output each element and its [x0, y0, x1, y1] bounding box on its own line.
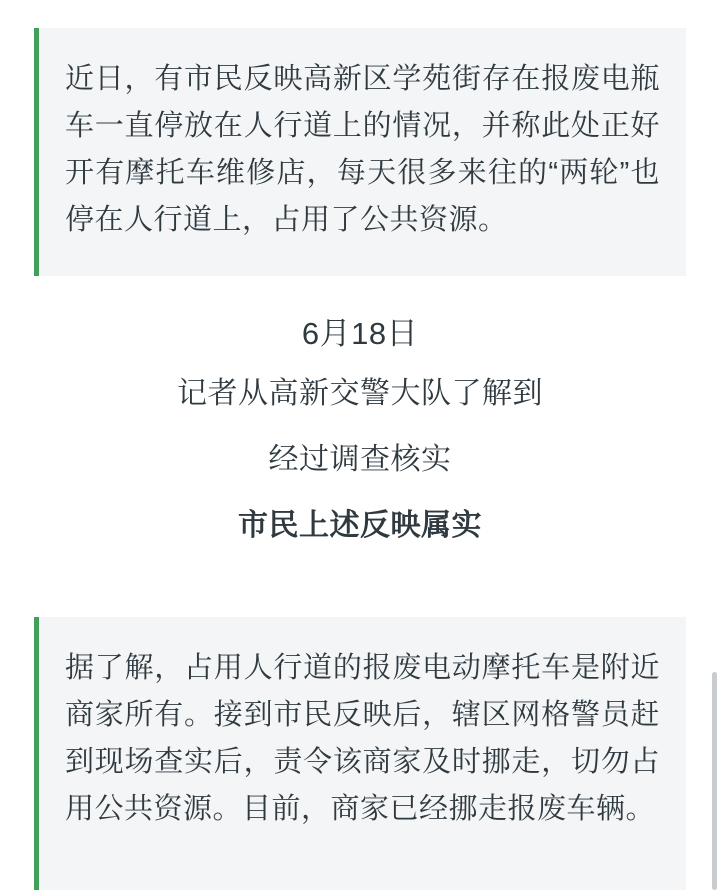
- quote-block-citizen-report: [34, 28, 686, 276]
- vertical-scrollbar-thumb[interactable]: [712, 672, 717, 890]
- quote-text: 据了解，占用人行道的报废电动摩托车是附近商家所有。接到市民反映后，辖区网格警员赶到现场查实后，责令该商家及时挪走，切勿占用公共资源。目前，商家已经挪走报废车辆。: [65, 652, 660, 825]
- quote-block-police-response: [34, 617, 686, 890]
- statement-investigation: 经过调查核实: [268, 443, 452, 476]
- centered-statement-group: [34, 300, 686, 571]
- quote-text: 近日，有市民反映高新区学苑街存在报废电瓶车一直停放在人行道上的情况，并称此处正好开有摩托车维修店，每天很多来往的“两轮”也停在人行道上，占用了公共资源。: [65, 63, 660, 236]
- statement-date: 6月18日: [301, 316, 419, 351]
- statement-source: 记者从高新交警大队了解到: [177, 377, 543, 410]
- statement-conclusion: 市民上述反映属实: [238, 509, 482, 542]
